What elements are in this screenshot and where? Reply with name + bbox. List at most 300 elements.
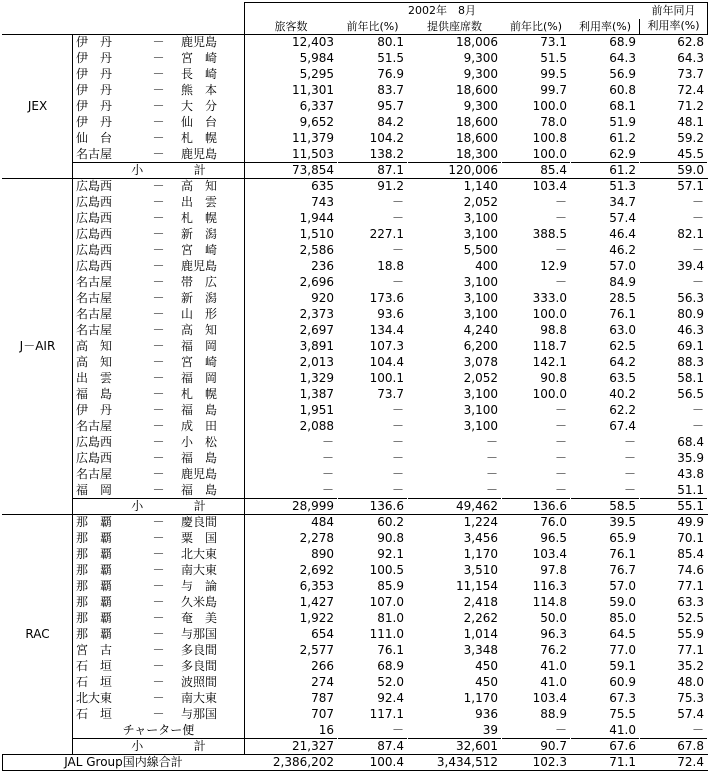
route-cell [73, 403, 245, 419]
yoy-passengers-cell: 87.4 [338, 739, 408, 755]
yoy-passengers-cell: 68.9 [338, 659, 408, 675]
route-cell [73, 339, 245, 355]
table-row [3, 35, 708, 51]
load-factor-cell: 62.5 [571, 339, 640, 355]
seats-cell: 18,006 [408, 35, 502, 51]
load-factor-cell: 62.2 [571, 403, 640, 419]
passengers-cell: 484 [245, 515, 338, 531]
load-factor-cell: － [571, 451, 640, 467]
yoy-seats-cell: 388.5 [502, 227, 571, 243]
yoy-seats-cell: － [502, 403, 571, 419]
yoy-passengers-cell: － [338, 243, 408, 259]
route-separator: － [152, 467, 165, 481]
yoy-passengers-cell: － [338, 451, 408, 467]
route-destination: 南大東 [180, 691, 217, 705]
route-origin: 広島西 [76, 435, 113, 449]
charter-row [3, 723, 708, 739]
route-separator: － [152, 323, 165, 337]
passengers-cell: 1,387 [245, 387, 338, 403]
prev-load-factor-cell: 80.9 [640, 307, 708, 323]
route-destination: 札 幌 [180, 211, 217, 225]
route-separator: － [152, 195, 165, 209]
table-row [3, 147, 708, 163]
load-factor-cell: 41.0 [571, 723, 640, 739]
prev-load-factor-cell: 48.0 [640, 675, 708, 691]
yoy-passengers-cell: 134.4 [338, 323, 408, 339]
subtotal-label-small: 小 [131, 163, 144, 177]
route-origin: 石 垣 [76, 659, 113, 673]
carrier-label: JEX [3, 35, 73, 179]
yoy-seats-cell: 100.0 [502, 387, 571, 403]
carrier-label: RAC [3, 515, 73, 755]
subtotal-row [3, 163, 708, 179]
yoy-seats-cell: 12.9 [502, 259, 571, 275]
load-factor-cell: 76.1 [571, 547, 640, 563]
yoy-seats-cell: 103.4 [502, 691, 571, 707]
prev-load-factor-cell: 56.5 [640, 387, 708, 403]
yoy-seats-cell: 100.0 [502, 99, 571, 115]
route-separator: － [152, 419, 165, 433]
route-cell [73, 51, 245, 67]
route-separator: － [152, 531, 165, 545]
table-row [3, 211, 708, 227]
yoy-passengers-cell: 117.1 [338, 707, 408, 723]
subtotal-label-total: 計 [193, 739, 206, 753]
route-destination: 大 分 [180, 99, 217, 113]
passengers-cell: 21,327 [245, 739, 338, 755]
route-destination: 小 松 [180, 435, 217, 449]
prev-load-factor-cell: 71.2 [640, 99, 708, 115]
route-cell [73, 643, 245, 659]
route-cell [73, 291, 245, 307]
prev-load-factor-cell: 82.1 [640, 227, 708, 243]
route-cell [73, 355, 245, 371]
prev-load-factor-cell: 70.1 [640, 531, 708, 547]
yoy-seats-cell: － [502, 211, 571, 227]
prev-load-factor-cell: 73.7 [640, 67, 708, 83]
route-destination: 与那国 [180, 627, 217, 641]
yoy-passengers-cell: 76.1 [338, 643, 408, 659]
route-cell [73, 387, 245, 403]
passengers-cell: 6,337 [245, 99, 338, 115]
prev-load-factor-cell: 85.4 [640, 547, 708, 563]
passengers-cell: － [245, 451, 338, 467]
route-destination: 久米島 [180, 595, 217, 609]
route-cell [73, 275, 245, 291]
prev-load-factor-cell: 57.4 [640, 707, 708, 723]
prev-load-factor-cell: 67.8 [640, 739, 708, 755]
table-row [3, 451, 708, 467]
seats-cell: 1,014 [408, 627, 502, 643]
route-origin: 那 覇 [76, 595, 113, 609]
passengers-cell: 2,278 [245, 531, 338, 547]
load-factor-cell: 56.9 [571, 67, 640, 83]
route-origin: 福 島 [76, 387, 113, 401]
table-row [3, 387, 708, 403]
yoy-passengers-cell: 138.2 [338, 147, 408, 163]
yoy-seats-cell: 102.3 [502, 755, 571, 771]
prev-load-factor-cell: 74.6 [640, 563, 708, 579]
route-origin: 那 覇 [76, 563, 113, 577]
prev-load-factor-cell: 75.3 [640, 691, 708, 707]
prev-load-factor-cell: － [640, 419, 708, 435]
load-factor-cell: 51.9 [571, 115, 640, 131]
seats-cell: 450 [408, 675, 502, 691]
seats-cell: 2,262 [408, 611, 502, 627]
route-cell [73, 259, 245, 275]
seats-cell: 39 [408, 723, 502, 739]
yoy-seats-cell: 90.8 [502, 371, 571, 387]
yoy-seats-cell: 333.0 [502, 291, 571, 307]
route-destination: 宮 崎 [180, 51, 217, 65]
table-row [3, 83, 708, 99]
load-factor-cell: 60.8 [571, 83, 640, 99]
route-destination: 福 島 [180, 483, 217, 497]
route-separator: － [152, 243, 165, 257]
passengers-cell: － [245, 467, 338, 483]
prev-load-factor-cell: 88.3 [640, 355, 708, 371]
route-separator: － [152, 131, 165, 145]
table-row [3, 371, 708, 387]
prev-load-factor-cell: 57.1 [640, 179, 708, 195]
seats-cell: 18,300 [408, 147, 502, 163]
yoy-seats-cell: － [502, 435, 571, 451]
yoy-passengers-cell: － [338, 195, 408, 211]
load-factor-cell: － [571, 435, 640, 451]
prev-load-factor-cell: 68.4 [640, 435, 708, 451]
route-cell [73, 371, 245, 387]
route-separator: － [152, 595, 165, 609]
seats-cell: 2,052 [408, 371, 502, 387]
header-row-period [3, 3, 708, 19]
yoy-passengers-cell: 104.4 [338, 355, 408, 371]
prev-load-factor-cell: 35.2 [640, 659, 708, 675]
route-destination: 札 幌 [180, 131, 217, 145]
passengers-cell: 16 [245, 723, 338, 739]
yoy-passengers-cell: 52.0 [338, 675, 408, 691]
route-origin: 伊 丹 [76, 83, 113, 97]
yoy-passengers-cell: 107.3 [338, 339, 408, 355]
passengers-cell: 2,088 [245, 419, 338, 435]
route-destination: 福 島 [180, 451, 217, 465]
route-destination: 与 論 [180, 579, 217, 593]
route-origin: 那 覇 [76, 611, 113, 625]
load-factor-cell: 60.9 [571, 675, 640, 691]
route-cell [73, 547, 245, 563]
seats-cell: 9,300 [408, 67, 502, 83]
yoy-seats-cell: － [502, 483, 571, 499]
route-destination: 山 形 [180, 307, 217, 321]
load-factor-cell: 58.5 [571, 499, 640, 515]
table-row [3, 467, 708, 483]
seats-cell: － [408, 467, 502, 483]
seats-cell: 18,600 [408, 115, 502, 131]
route-separator: － [152, 83, 165, 97]
load-factor-cell: 85.0 [571, 611, 640, 627]
seats-header: 提供座席数 [408, 19, 502, 35]
grand-total-label: JAL Group国内線合計 [3, 755, 245, 771]
yoy-seats-cell: － [502, 723, 571, 739]
passengers-cell: 11,379 [245, 131, 338, 147]
table-row [3, 611, 708, 627]
table-row [3, 531, 708, 547]
passengers-cell: 2,577 [245, 643, 338, 659]
route-destination: 鹿児島 [180, 35, 217, 49]
seats-cell: 9,300 [408, 99, 502, 115]
seats-cell: 3,456 [408, 531, 502, 547]
yoy-seats-cell: 73.1 [502, 35, 571, 51]
yoy-seats-cell: 100.8 [502, 131, 571, 147]
load-factor-cell: 68.9 [571, 35, 640, 51]
route-origin: 広島西 [76, 227, 113, 241]
prev-load-factor-cell: 72.4 [640, 83, 708, 99]
route-destination: 粟 国 [180, 531, 217, 545]
yoy-seats-cell: 100.0 [502, 307, 571, 323]
prev-load-factor-cell: 64.3 [640, 51, 708, 67]
route-separator: － [152, 515, 165, 529]
prev-load-factor-cell: 35.9 [640, 451, 708, 467]
load-factor-cell: 39.5 [571, 515, 640, 531]
seats-cell: 3,510 [408, 563, 502, 579]
route-separator: － [152, 691, 165, 705]
table-body [3, 35, 708, 771]
table-row [3, 627, 708, 643]
load-factor-cell: 59.1 [571, 659, 640, 675]
seats-cell: 18,600 [408, 83, 502, 99]
yoy-passengers-cell: － [338, 403, 408, 419]
yoy-seats-cell: 96.5 [502, 531, 571, 547]
yoy-passengers-cell: － [338, 723, 408, 739]
route-separator: － [152, 147, 165, 161]
passengers-cell: 9,652 [245, 115, 338, 131]
load-factor-cell: 46.2 [571, 243, 640, 259]
seats-cell: 2,052 [408, 195, 502, 211]
route-origin: 高 知 [76, 355, 113, 369]
seats-cell: 1,170 [408, 691, 502, 707]
passengers-cell: － [245, 435, 338, 451]
yoy-passengers-cell: 87.1 [338, 163, 408, 179]
prev-load-factor-cell: 69.1 [640, 339, 708, 355]
seats-cell: 3,100 [408, 387, 502, 403]
load-factor-cell: 57.4 [571, 211, 640, 227]
subtotal-label-total: 計 [193, 163, 206, 177]
prev-load-factor-cell: 48.1 [640, 115, 708, 131]
route-separator: － [152, 627, 165, 641]
yoy-passengers-cell: 100.1 [338, 371, 408, 387]
passengers-cell: 3,891 [245, 339, 338, 355]
passengers-cell: 2,697 [245, 323, 338, 339]
route-destination: 波照間 [180, 675, 217, 689]
load-factor-cell: 57.0 [571, 579, 640, 595]
seats-cell: 4,240 [408, 323, 502, 339]
route-origin: 広島西 [76, 211, 113, 225]
yoy-passengers-cell: 95.7 [338, 99, 408, 115]
route-cell [73, 707, 245, 723]
passengers-cell: 5,984 [245, 51, 338, 67]
route-destination: 慶良間 [180, 515, 217, 529]
yoy-passengers-cell: 100.4 [338, 755, 408, 771]
route-separator: － [152, 339, 165, 353]
load-factor-cell: 65.9 [571, 531, 640, 547]
route-origin: 伊 丹 [76, 99, 113, 113]
passengers-cell: 1,922 [245, 611, 338, 627]
route-origin: 名古屋 [76, 307, 113, 321]
route-destination: 宮 崎 [180, 243, 217, 257]
load-factor-cell: 61.2 [571, 131, 640, 147]
route-origin: 広島西 [76, 179, 113, 193]
route-destination: 福 岡 [180, 371, 217, 385]
route-origin: 名古屋 [76, 291, 113, 305]
table-row [3, 51, 708, 67]
route-destination: 仙 台 [180, 115, 217, 129]
yoy-seats-cell: 76.0 [502, 515, 571, 531]
load-factor-cell: 28.5 [571, 291, 640, 307]
load-factor-cell: 46.4 [571, 227, 640, 243]
route-cell [73, 99, 245, 115]
passengers-cell: 1,510 [245, 227, 338, 243]
yoy-seats-cell: 99.7 [502, 83, 571, 99]
passengers-cell: 73,854 [245, 163, 338, 179]
yoy-passengers-cell: 18.8 [338, 259, 408, 275]
period-label: 2002年 8月 [245, 3, 640, 19]
passengers-cell: 28,999 [245, 499, 338, 515]
table-row [3, 243, 708, 259]
route-cell [73, 67, 245, 83]
route-separator: － [152, 659, 165, 673]
yoy-seats-cell: 97.8 [502, 563, 571, 579]
prev-year-lf-line2: 利用率(%) [647, 19, 700, 32]
prev-load-factor-cell: 77.1 [640, 579, 708, 595]
prev-load-factor-cell: 49.9 [640, 515, 708, 531]
route-origin: 名古屋 [76, 323, 113, 337]
route-cell [73, 611, 245, 627]
seats-cell: 400 [408, 259, 502, 275]
yoy-seats-cell: 76.2 [502, 643, 571, 659]
yoy-passengers-cell: 76.9 [338, 67, 408, 83]
yoy-passengers-cell: － [338, 419, 408, 435]
passengers-cell: 11,301 [245, 83, 338, 99]
yoy-seats-header: 前年比(%) [502, 19, 571, 35]
route-origin: 福 岡 [76, 483, 113, 497]
yoy-seats-cell: － [502, 195, 571, 211]
yoy-seats-cell: 78.0 [502, 115, 571, 131]
yoy-seats-cell: 100.0 [502, 147, 571, 163]
load-factor-cell: － [571, 467, 640, 483]
yoy-passengers-cell: 90.8 [338, 531, 408, 547]
subtotal-label-small: 小 [131, 739, 144, 753]
route-separator: － [152, 179, 165, 193]
route-cell [73, 467, 245, 483]
seats-cell: 1,170 [408, 547, 502, 563]
yoy-seats-cell: － [502, 467, 571, 483]
seats-cell: 3,100 [408, 227, 502, 243]
seats-cell: 3,100 [408, 275, 502, 291]
route-separator: － [152, 403, 165, 417]
route-cell [73, 83, 245, 99]
passengers-cell: 274 [245, 675, 338, 691]
passengers-cell: 743 [245, 195, 338, 211]
yoy-passengers-cell: － [338, 435, 408, 451]
passengers-cell: 266 [245, 659, 338, 675]
load-factor-cell: 67.3 [571, 691, 640, 707]
route-destination: 与那国 [180, 707, 217, 721]
load-factor-cell: 64.3 [571, 51, 640, 67]
subtotal-label-total: 計 [193, 499, 206, 513]
route-destination: 札 幌 [180, 387, 217, 401]
prev-load-factor-cell: 77.1 [640, 643, 708, 659]
route-origin: 名古屋 [76, 467, 113, 481]
route-origin: 広島西 [76, 259, 113, 273]
route-origin: 石 垣 [76, 675, 113, 689]
table-row [3, 195, 708, 211]
prev-load-factor-cell: 58.1 [640, 371, 708, 387]
route-cell [73, 115, 245, 131]
header-blank [3, 3, 245, 35]
route-origin: 那 覇 [76, 627, 113, 641]
route-destination: 帯 広 [180, 275, 217, 289]
route-cell [73, 515, 245, 531]
table-row [3, 659, 708, 675]
route-origin: 広島西 [76, 195, 113, 209]
yoy-passengers-cell: － [338, 467, 408, 483]
load-factor-cell: 68.1 [571, 99, 640, 115]
yoy-passengers-cell: 227.1 [338, 227, 408, 243]
prev-load-factor-cell: 45.5 [640, 147, 708, 163]
prev-load-factor-cell: 39.4 [640, 259, 708, 275]
table-row [3, 131, 708, 147]
passengers-cell: － [245, 483, 338, 499]
yoy-seats-cell: 103.4 [502, 179, 571, 195]
passengers-cell: 787 [245, 691, 338, 707]
route-separator: － [152, 675, 165, 689]
prev-load-factor-cell: － [640, 211, 708, 227]
yoy-seats-cell: 142.1 [502, 355, 571, 371]
route-origin: 伊 丹 [76, 35, 113, 49]
carrier-label: J－AIR [3, 179, 73, 515]
route-destination: 鹿児島 [180, 147, 217, 161]
yoy-seats-cell: 136.6 [502, 499, 571, 515]
load-factor-cell: 75.5 [571, 707, 640, 723]
seats-cell: － [408, 483, 502, 499]
route-separator: － [152, 115, 165, 129]
route-destination: 福 岡 [180, 339, 217, 353]
route-destination: 北大東 [180, 547, 217, 561]
charter-label: チャーター便 [73, 723, 245, 739]
load-factor-cell: 67.6 [571, 739, 640, 755]
route-separator: － [152, 707, 165, 721]
yoy-passengers-cell: － [338, 483, 408, 499]
yoy-passengers-cell: 80.1 [338, 35, 408, 51]
prev-load-factor-cell: 63.3 [640, 595, 708, 611]
table-row [3, 707, 708, 723]
seats-cell: 9,300 [408, 51, 502, 67]
route-cell [73, 147, 245, 163]
route-origin: 伊 丹 [76, 51, 113, 65]
passengers-cell: 2,692 [245, 563, 338, 579]
passengers-cell: 5,295 [245, 67, 338, 83]
passengers-cell: 890 [245, 547, 338, 563]
seats-cell: － [408, 435, 502, 451]
prev-load-factor-cell: 56.3 [640, 291, 708, 307]
route-separator: － [152, 99, 165, 113]
route-cell [73, 627, 245, 643]
prev-load-factor-cell: 55.1 [640, 499, 708, 515]
route-origin: 出 雲 [76, 371, 113, 385]
passengers-cell: 707 [245, 707, 338, 723]
route-destination: 宮 崎 [180, 355, 217, 369]
yoy-seats-cell: 90.7 [502, 739, 571, 755]
route-separator: － [152, 387, 165, 401]
